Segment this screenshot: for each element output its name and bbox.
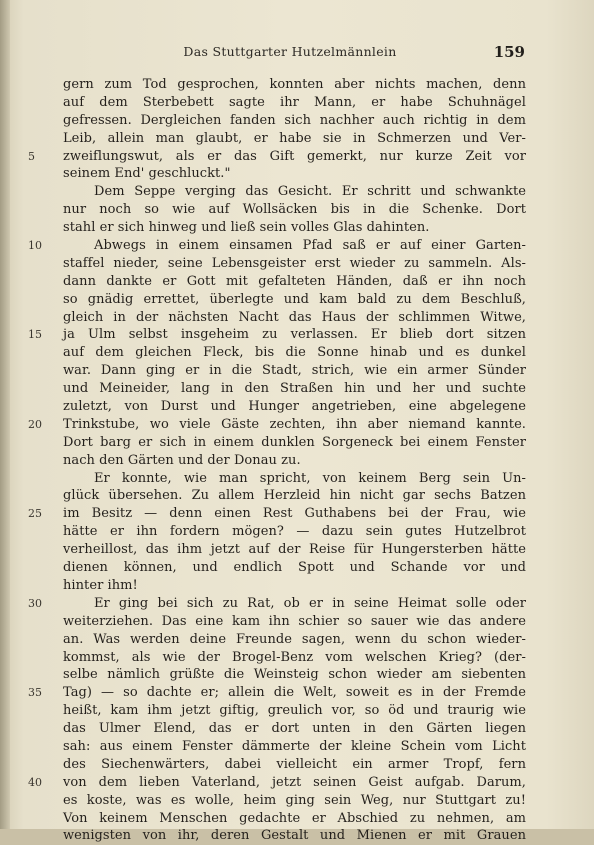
text-line [63,631,526,649]
text-line-content: Er ging bei sich zu Rat, ob er in seine Heimat solle oder [94,595,526,611]
text-line [63,577,526,595]
text-line-content: Trinkstube, wo viele Gäste zechten, ihn aber niemand kannte. [63,416,526,432]
text-line-content: an. Was werden deine Freunde sagen, wenn du schon wieder- [63,631,526,647]
text-line-content: kommst, als wie der Brogel-Benz vom welschen Krieg? (der- [63,649,526,665]
line-number: 20 [28,417,43,431]
text-line [63,112,526,130]
text-line-content: Dem Seppe verging das Gesicht. Er schritt und schwankte [94,184,526,200]
text-line-content: es koste, was es wolle, heim ging sein Weg, nur Stuttgart zu! [63,792,526,808]
text-line-content: hätte er ihn fordern mögen? — dazu sein gutes Hutzelbrot [63,524,526,540]
text-line-content: das Ulmer Elend, das er dort unten in den Gärten liegen [63,721,526,737]
text-line-content: und Meineider, lang in den Straßen hin und her und suchte [63,381,526,397]
text-line [63,702,526,720]
text-line-content: Von keinem Menschen gedachte er Abschied zu nehmen, am [63,810,526,826]
text-line [63,309,526,327]
line-number: 15 [28,328,43,342]
body-text [28,76,526,845]
text-line [63,255,526,273]
running-header [0,44,594,64]
text-line-content: auf dem gleichen Fleck, bis die Sonne hinab und es dunkel [63,345,526,361]
page-number: 159 [493,43,525,61]
text-line [28,595,526,613]
text-line [28,148,526,166]
text-line [28,774,526,792]
line-number: 10 [28,239,43,253]
text-line [63,792,526,810]
text-line-content: im Besitz — denn einen Rest Guthabens bei der Frau, wie [63,506,526,522]
text-line-content: ja Ulm selbst insgeheim zu verlassen. Er blieb dort sitzen [63,327,526,343]
text-line [63,523,526,541]
text-line-content: heißt, kam ihm jetzt giftig, greulich vor, so öd und traurig wie [63,703,526,719]
text-line [63,201,526,219]
text-line [63,362,526,380]
text-line [63,613,526,631]
text-line-content: gleich in der nächsten Nacht das Haus der schlimmen Witwe, [63,309,526,325]
text-line-content: Er konnte, wie man spricht, von keinem Berg sein Un- [94,470,526,486]
text-line [63,165,526,183]
text-line [63,76,526,94]
text-line [63,291,526,309]
text-line-content: gern zum Tod gesprochen, konnten aber nichts machen, denn [63,77,526,92]
text-line [28,416,526,434]
line-number: 30 [28,596,43,610]
text-line [63,470,526,488]
text-line-content: auf dem Sterbebett sagte ihr Mann, er habe Schuhnägel [63,94,526,110]
text-line-content: so gnädig errettet, überlegte und kam bald zu dem Beschluß, [63,291,526,307]
text-line-content: dann dankte er Gott mit gefalteten Händen, daß er ihn noch [63,273,526,289]
text-line-content: Leib, allein man glaubt, er habe sie in Schmerzen und Ver- [63,130,526,146]
text-line-content: verheillost, das ihm jetzt auf der Reise für Hungersterben hätte [63,542,526,558]
text-line [63,541,526,559]
text-line-content: von dem lieben Vaterland, jetzt seinen Geist aufgab. Darum, [63,774,526,790]
text-line-content: Abwegs in einem einsamen Pfad saß er auf einer Garten- [94,238,526,254]
text-line-content: gefressen. Dergleichen fanden sich nachher auch richtig in dem [63,112,526,128]
text-line-content: zweiflungswut, als er das Gift gemerkt, nur kurze Zeit vor [63,148,526,164]
text-line-content: selbe nämlich grüßte die Weinsteig schon wieder am siebenten [63,667,526,683]
text-line-content: stahl er sich hinweg und ließ sein volles Glas dahinten. [63,220,430,236]
text-line [63,398,526,416]
text-line [63,344,526,362]
text-line [28,684,526,702]
page-gutter-shadow [0,0,10,829]
text-line [63,219,526,237]
text-line-content: seinem End' geschluckt." [63,166,231,182]
text-line [63,273,526,291]
text-line [63,720,526,738]
text-line-content: wenigsten von ihr, deren Gestalt und Mienen er mit Grauen [63,828,526,844]
text-line-content: sah: aus einem Fenster dämmerte der kleine Schein vom Licht [63,738,526,754]
text-line [63,94,526,112]
text-line [63,756,526,774]
line-number: 5 [28,149,36,163]
text-line-content: weiterziehen. Das eine kam ihn schier so sauer wie das andere [63,613,526,629]
text-line [63,434,526,452]
text-line [63,380,526,398]
text-line [28,505,526,523]
line-number: 35 [28,686,43,700]
text-line [63,183,526,201]
text-line-content: zuletzt, von Durst und Hunger angetrieben, eine abgelegene [63,399,526,415]
text-line [63,559,526,577]
running-title: Das Stuttgarter Hutzelmännlein [183,44,397,59]
text-line-content: staffel nieder, seine Lebensgeister erst wieder zu sammeln. Als- [63,255,526,271]
text-line [63,130,526,148]
line-number: 40 [28,775,43,789]
text-line-content: Tag) — so dachte er; allein die Welt, soweit es in der Fremde [63,685,526,701]
line-number: 25 [28,507,43,521]
text-line [63,827,526,845]
text-line [63,738,526,756]
text-line-content: hinter ihm! [63,577,138,593]
text-line-content: dienen können, und endlich Spott und Schande vor und [63,560,526,576]
text-line [28,326,526,344]
text-line [28,237,526,255]
text-line-content: war. Dann ging er in die Stadt, strich, wie ein armer Sünder [63,363,526,379]
text-line-content: Dort barg er sich in einem dunklen Sorgeneck bei einem Fenster [63,434,526,450]
text-line-content: des Siechenwärters, dabei vielleicht ein armer Tropf, fern [63,756,526,772]
text-line [63,452,526,470]
text-line [63,666,526,684]
text-line-content: glück übersehen. Zu allem Herzleid hin nicht gar sechs Batzen [63,488,526,504]
text-line [63,487,526,505]
text-line [63,649,526,667]
text-line [63,810,526,828]
text-line-content: nach den Gärten und der Donau zu. [63,452,301,468]
text-line-content: nur noch so wie auf Wollsäcken bis in die Schenke. Dort [63,202,526,218]
